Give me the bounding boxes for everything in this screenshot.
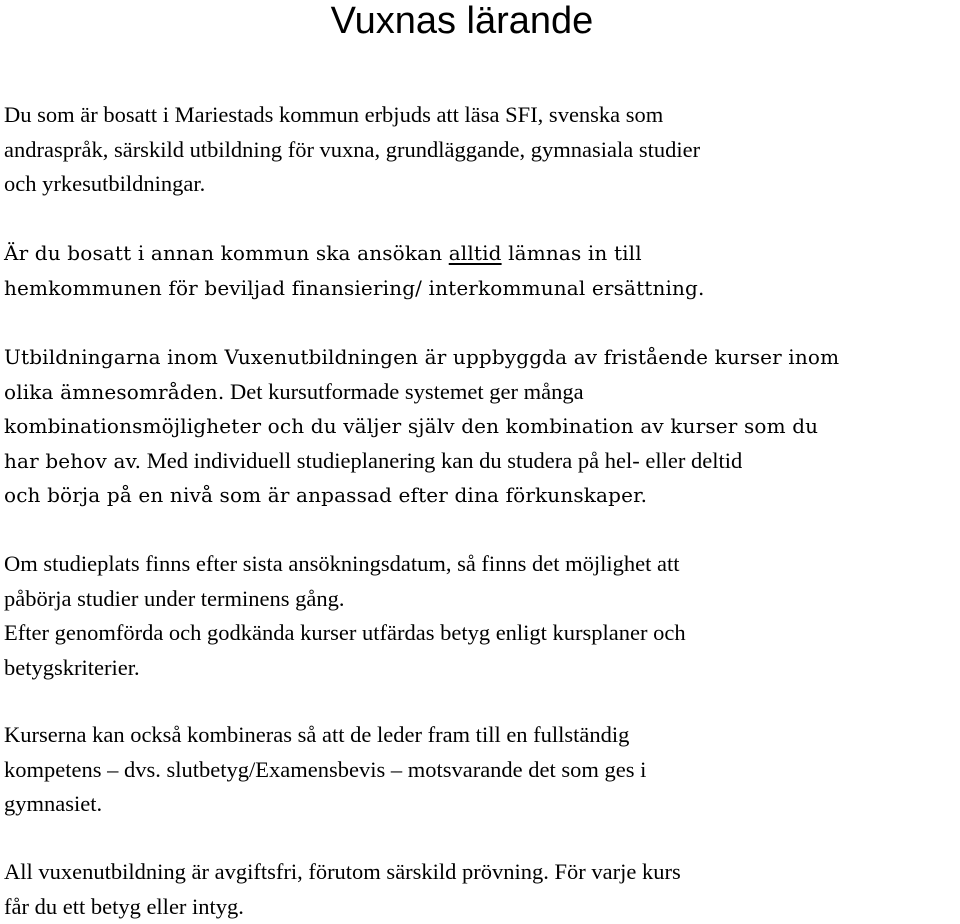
paragraph-line: och yrkesutbildningar. xyxy=(4,167,954,202)
underlined-word: alltid xyxy=(449,241,502,265)
paragraph-line: gymnasiet. xyxy=(4,787,954,822)
text-segment: olika ämnesområden. xyxy=(4,380,224,404)
paragraph-line: Om studieplats finns efter sista ansökningsdatum, så finns det möjlighet att xyxy=(4,547,954,582)
paragraph-line: kombinationsmöjligheter och du väljer själv den kombination av kurser som du xyxy=(4,409,954,444)
text-segment: lämnas in till xyxy=(502,241,642,265)
paragraph-line: hemkommunen för beviljad finansiering/ interkommunal ersättning. xyxy=(4,271,954,306)
paragraph-free-of-charge xyxy=(4,855,954,924)
paragraph-line: påbörja studier under terminens gång. xyxy=(4,582,954,617)
page-title: Vuxnas lärande xyxy=(0,0,924,42)
paragraph-line: All vuxenutbildning är avgiftsfri, förutom särskild prövning. För varje kurs xyxy=(4,855,954,890)
paragraph-line: Utbildningarna inom Vuxenutbildningen är uppbyggda av fristående kurser inom xyxy=(4,340,954,375)
paragraph-line: får du ett betyg eller intyg. xyxy=(4,890,954,924)
text-segment: Det kursutformade systemet ger många xyxy=(224,379,583,404)
paragraph-line: andraspråk, särskild utbildning för vuxna, grundläggande, gymnasiala studier xyxy=(4,133,954,168)
text-segment: Är du bosatt i annan kommun ska ansökan xyxy=(4,241,449,265)
paragraph-combine-courses xyxy=(4,718,954,822)
text-segment: har behov av. xyxy=(4,449,141,473)
paragraph-line xyxy=(4,375,954,410)
paragraph-line: och börja på en nivå som är anpassad efter dina förkunskaper. xyxy=(4,478,954,513)
paragraph-line xyxy=(4,444,954,479)
paragraph-line: Du som är bosatt i Mariestads kommun erbjuds att läsa SFI, svenska som xyxy=(4,98,954,133)
paragraph-other-municipality xyxy=(4,236,954,305)
paragraph-line: Kurserna kan också kombineras så att de leder fram till en fullständig xyxy=(4,718,954,753)
paragraph-courses xyxy=(4,340,954,513)
paragraph-line: kompetens – dvs. slutbetyg/Examensbevis – motsvarande det som ges i xyxy=(4,753,954,788)
paragraph-line: Efter genomförda och godkända kurser utfärdas betyg enligt kursplaner och xyxy=(4,616,954,651)
paragraph-residents xyxy=(4,98,954,202)
text-segment: Med individuell studieplanering kan du studera på hel- eller deltid xyxy=(141,448,742,473)
paragraph-line xyxy=(4,236,954,271)
paragraph-study-place xyxy=(4,547,954,685)
paragraph-line: betygskriterier. xyxy=(4,651,954,686)
